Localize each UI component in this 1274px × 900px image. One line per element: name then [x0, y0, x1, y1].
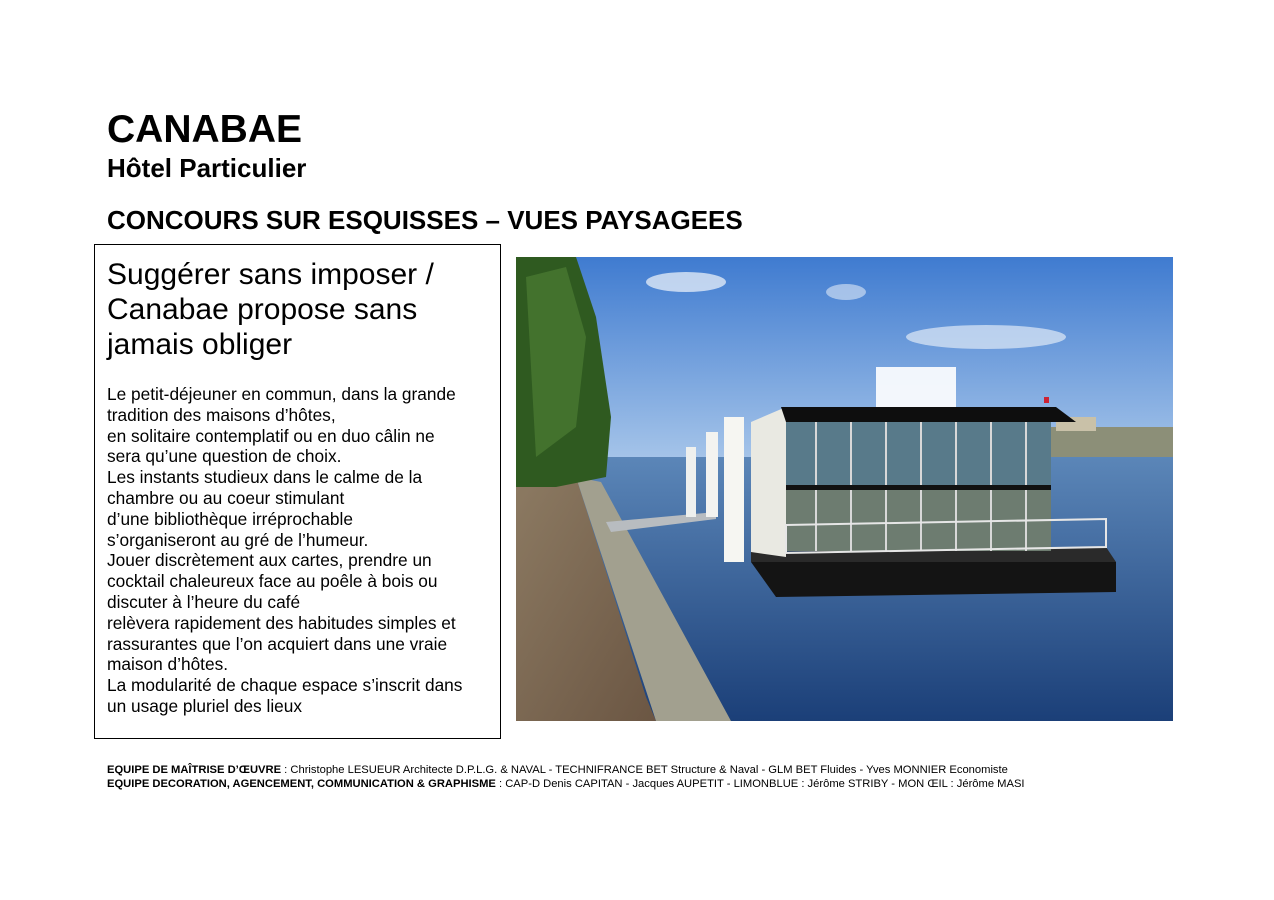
boat-upper-floor [786, 417, 1051, 487]
column [724, 417, 744, 562]
body-line: La modularité de chaque espace s’inscrit dans [107, 675, 463, 696]
cloud [646, 272, 726, 292]
column [686, 447, 696, 517]
body-line: Le petit-déjeuner en commun, dans la grande [107, 384, 456, 404]
body-line: Les instants studieux dans le calme de la [107, 467, 423, 488]
body-line: Jouer discrètement aux cartes, prendre un [107, 550, 432, 571]
credits-line-2 [107, 777, 1025, 791]
body-line: tradition des maisons d’hôtes, [107, 404, 336, 425]
document-title: CANABAE [107, 108, 302, 151]
credits [107, 763, 1025, 791]
body-line: sera qu’une question de choix. [107, 446, 342, 467]
credits-line-1 [107, 763, 1025, 777]
body-line: rassurantes que l’on acquiert dans une vraie [107, 633, 448, 654]
document-subtitle: Hôtel Particulier [107, 153, 307, 183]
body-line: relèvera rapidement des habitudes simples et [107, 612, 456, 633]
cloud [906, 325, 1066, 349]
body-line: d’une bibliothèque irréprochable [107, 508, 353, 529]
boat-side-wall [751, 407, 786, 557]
cloud [826, 284, 866, 300]
flag [1044, 397, 1049, 403]
credits-label: EQUIPE DE MAÎTRISE D’ŒUVRE [107, 764, 282, 776]
credits-text: : CAP-D Denis CAPITAN - Jacques AUPETIT - LIMONBLUE : Jérôme STRIBY - MON ŒIL : Jérôme MASI [495, 778, 1025, 790]
credits-label: EQUIPE DECORATION, AGENCEMENT, COMMUNICATION & GRAPHISME [107, 778, 496, 790]
body-line: chambre ou au coeur stimulant [107, 487, 345, 508]
description-box [94, 244, 501, 739]
body-line: discuter à l’heure du café [107, 591, 301, 612]
houseboat-rendering [516, 257, 1173, 721]
section-title: CONCOURS SUR ESQUISSES – VUES PAYSAGEES [107, 205, 743, 235]
credits-text: : Christophe LESUEUR Architecte D.P.L.G. & NAVAL - TECHNIFRANCE BET Structure & Naval - GLM BET Fluides - Yves MONNIER Economiste [281, 764, 1008, 776]
roof-sign [876, 367, 956, 412]
floor-slab [786, 485, 1051, 490]
body-line: maison d’hôtes. [107, 654, 229, 675]
body-line: en solitaire contemplatif ou en duo câlin ne [107, 425, 435, 446]
box-heading-line: Suggérer sans imposer / [107, 258, 434, 291]
body-line: cocktail chaleureux face au poêle à bois ou [107, 571, 438, 592]
box-heading-line: Canabae propose sans [107, 293, 418, 326]
far-bank [1046, 427, 1173, 457]
boat-hull [751, 562, 1116, 597]
column [706, 432, 718, 517]
boat-roof [781, 407, 1076, 422]
box-body [107, 384, 488, 717]
body-line: s’organiseront au gré de l’humeur. [107, 529, 369, 550]
box-heading [107, 257, 488, 362]
body-line: un usage pluriel des lieux [107, 695, 303, 716]
box-heading-line: jamais obliger [107, 328, 293, 361]
